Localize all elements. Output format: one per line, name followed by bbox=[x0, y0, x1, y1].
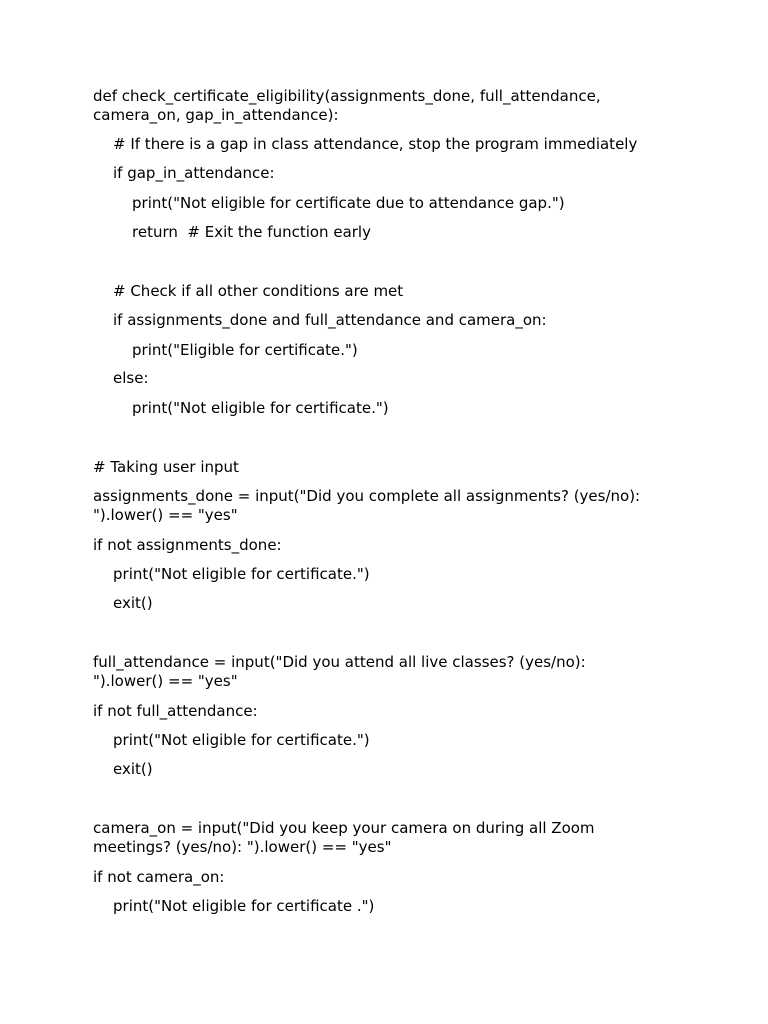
code-line-print-not-eligible: print("Not eligible for certificate.") bbox=[132, 399, 389, 417]
code-line-comment-input: # Taking user input bbox=[93, 458, 239, 476]
code-line-else: else: bbox=[113, 369, 149, 387]
code-line-exit-assignments: exit() bbox=[113, 594, 153, 612]
code-line-print-eligible: print("Eligible for certificate.") bbox=[132, 341, 358, 359]
code-line-attendance-input: full_attendance = input("Did you attend all live classes? (yes/no): bbox=[93, 653, 586, 671]
code-line-if-camera: if not camera_on: bbox=[93, 868, 225, 886]
code-line-return: return # Exit the function early bbox=[132, 223, 371, 241]
code-line-comment-check: # Check if all other conditions are met bbox=[113, 282, 404, 300]
code-line-print-camera: print("Not eligible for certificate .") bbox=[113, 897, 375, 915]
code-line-assignments-input: assignments_done = input("Did you complete all assignments? (yes/no): bbox=[93, 487, 641, 505]
code-line-print-assignments: print("Not eligible for certificate.") bbox=[113, 565, 370, 583]
code-line-if-attendance: if not full_attendance: bbox=[93, 702, 258, 720]
code-line-print-gap: print("Not eligible for certificate due to attendance gap.") bbox=[132, 194, 565, 212]
code-line-if-gap: if gap_in_attendance: bbox=[113, 164, 275, 182]
code-line-def-continued: camera_on, gap_in_attendance): bbox=[93, 106, 339, 124]
code-line-exit-attendance: exit() bbox=[113, 760, 153, 778]
code-line-attendance-input-continued: ").lower() == "yes" bbox=[93, 672, 238, 690]
code-line-if-all: if assignments_done and full_attendance and camera_on: bbox=[113, 311, 547, 329]
code-line-print-attendance: print("Not eligible for certificate.") bbox=[113, 731, 370, 749]
code-line-camera-input: camera_on = input("Did you keep your camera on during all Zoom bbox=[93, 819, 595, 837]
code-line-comment-gap: # If there is a gap in class attendance, stop the program immediately bbox=[113, 135, 638, 153]
code-line-def: def check_certificate_eligibility(assignments_done, full_attendance, bbox=[93, 87, 601, 105]
code-line-camera-input-continued: meetings? (yes/no): ").lower() == "yes" bbox=[93, 838, 392, 856]
code-line-if-assignments: if not assignments_done: bbox=[93, 536, 282, 554]
code-line-assignments-input-continued: ").lower() == "yes" bbox=[93, 506, 238, 524]
